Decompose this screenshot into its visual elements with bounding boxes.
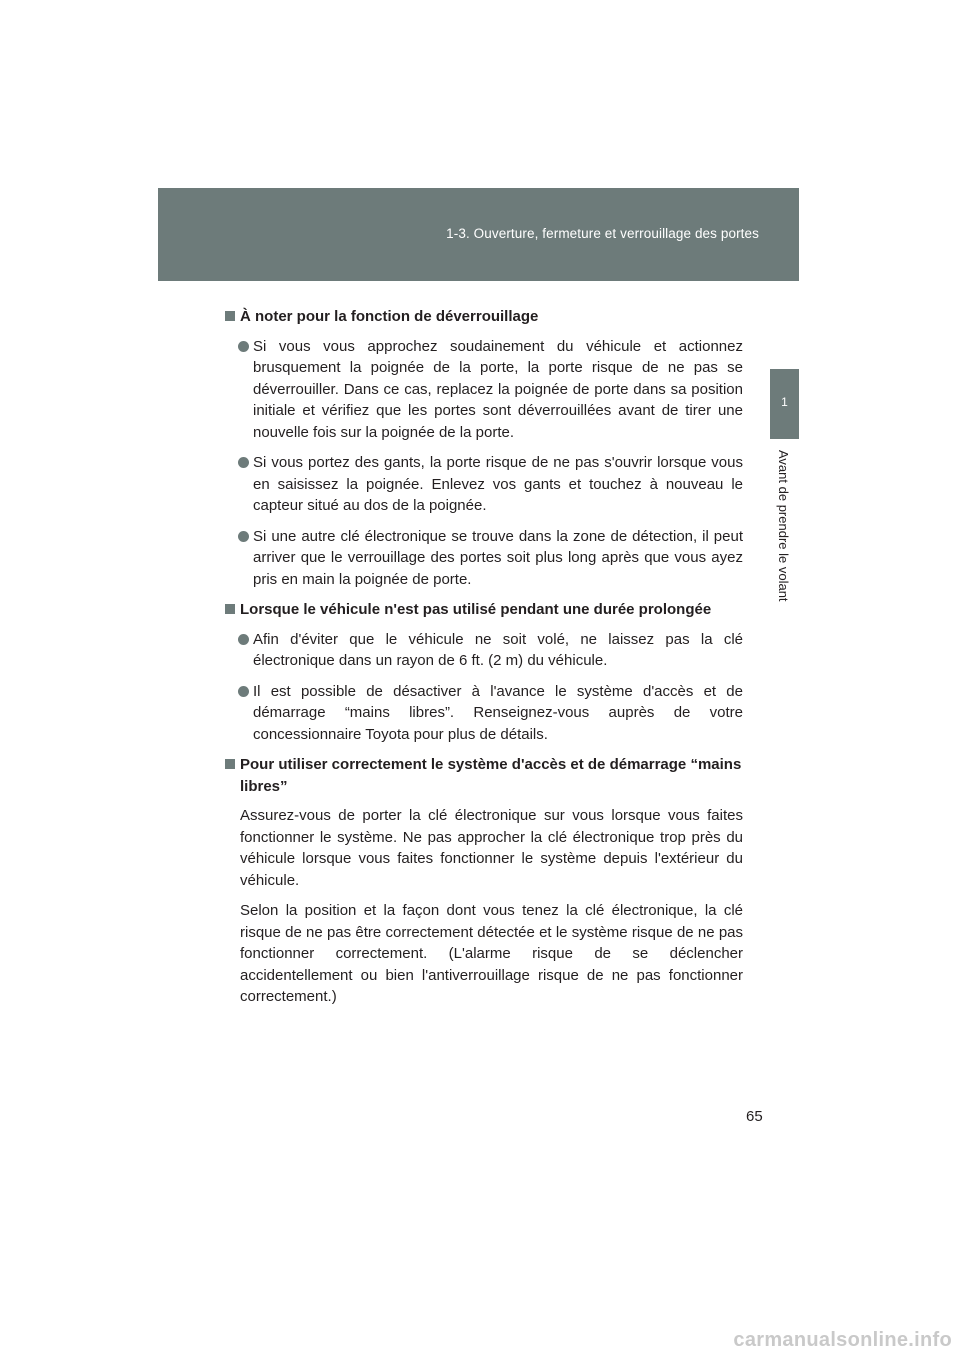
square-bullet-icon: [225, 759, 235, 769]
section-title: 1-3. Ouverture, fermeture et verrouillage des portes: [446, 226, 759, 241]
watermark: carmanualsonline.info: [733, 1329, 952, 1351]
section-header-band: [158, 188, 799, 281]
section-heading: [225, 599, 743, 621]
circle-bullet-icon: [238, 634, 249, 645]
list-item-text: Si une autre clé électronique se trouve dans la zone de détection, il peut arriver que le verrouillage des portes soit plus long après que vous ayez pris en main la poignée de porte.: [253, 527, 743, 588]
list-item: [225, 629, 743, 672]
chapter-label-container: [773, 450, 795, 620]
chapter-label: Avant de prendre le volant: [776, 450, 791, 602]
paragraph: Assurez-vous de porter la clé électronique sur vous lorsque vous faites fonctionner le système. Ne pas approcher la clé électronique trop près du véhicule lorsque vous faites fonctionner le système depuis l'extérieur du véhicule.: [240, 807, 743, 889]
section-heading: [225, 754, 743, 797]
list-item: [225, 336, 743, 444]
heading-text: À noter pour la fonction de déverrouillage: [240, 308, 539, 325]
list-item: [225, 681, 743, 746]
page-content: [225, 306, 743, 1017]
circle-bullet-icon: [238, 341, 249, 352]
section-unlock-notes: [225, 306, 743, 590]
chapter-number: 1: [781, 395, 788, 409]
list-item-text: Si vous vous approchez soudainement du véhicule et actionnez brusquement la poignée de la porte, la porte risque de ne pas se déverrouiller. Dans ce cas, replacez la poignée de porte dans sa position initiale et vérifiez que les portes sont déverrouillées avant de tirer une nouvelle fois sur la poignée de la porte.: [253, 337, 743, 441]
section-heading: [225, 306, 743, 328]
list-item-text: Afin d'éviter que le véhicule ne soit volé, ne laissez pas la clé électronique dans un rayon de 6 ft. (2 m) du véhicule.: [253, 630, 743, 669]
circle-bullet-icon: [238, 457, 249, 468]
circle-bullet-icon: [238, 531, 249, 542]
heading-text: Lorsque le véhicule n'est pas utilisé pendant une durée prolongée: [240, 601, 712, 618]
list-item-text: Si vous portez des gants, la porte risque de ne pas s'ouvrir lorsque vous en saisissez la poignée. Enlevez vos gants et touchez à nouveau le capteur situé au dos de la poignée.: [253, 454, 743, 514]
paragraph: Selon la position et la façon dont vous tenez la clé électronique, la clé risque de ne pas être correctement détectée et le système risque de ne pas fonctionner correctement. (L'alarme risque de se déclencher accidentellement ou bien l'antiverrouillage risque de ne pas fonctionner correctement.): [240, 902, 743, 1005]
list-item: [225, 452, 743, 517]
circle-bullet-icon: [238, 686, 249, 697]
list-item: [225, 526, 743, 591]
section-correct-use: [225, 754, 743, 1008]
page-number: 65: [746, 1108, 763, 1125]
square-bullet-icon: [225, 311, 235, 321]
section-long-term-storage: [225, 599, 743, 745]
heading-text: Pour utiliser correctement le système d'accès et de démarrage “mains libres”: [240, 756, 742, 795]
square-bullet-icon: [225, 604, 235, 614]
list-item-text: Il est possible de désactiver à l'avance le système d'accès et de démarrage “mains libres”. Renseignez-vous auprès de votre concessionnaire Toyota pour plus de détails.: [253, 682, 743, 743]
chapter-tab: [770, 369, 799, 439]
